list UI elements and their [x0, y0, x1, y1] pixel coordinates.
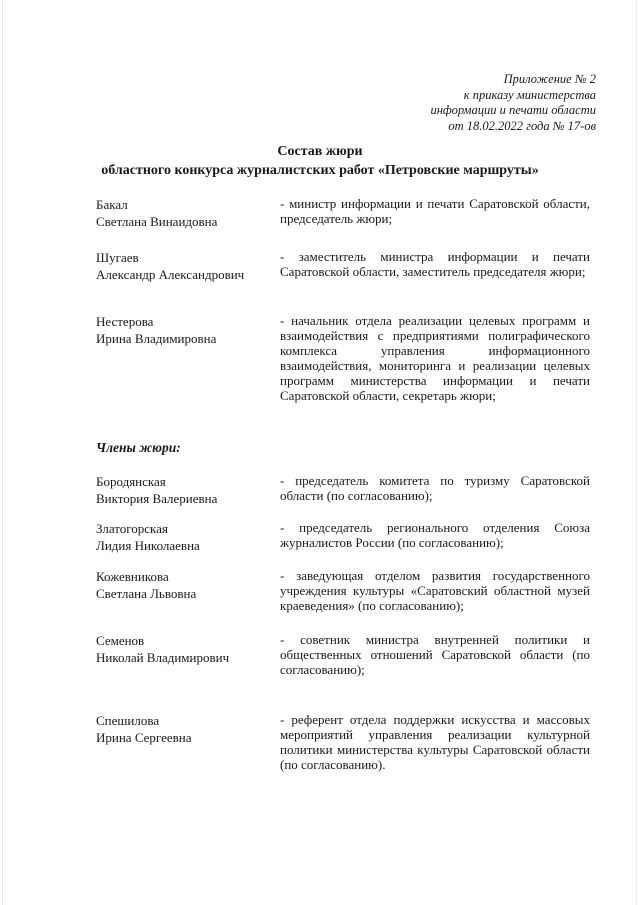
person-name: [96, 520, 271, 554]
person-role: - референт отдела поддержки искусства и массовых мероприятий управления реализации культурной политики министерства культуры Саратовской области (по согласованию).: [280, 712, 590, 772]
person-surname: Кожевникова: [96, 569, 169, 584]
person-surname: Нестерова: [96, 314, 154, 329]
person-name: [96, 568, 271, 602]
scan-edge-left: [2, 0, 3, 905]
document-title: Состав жюри: [277, 144, 363, 159]
person-surname: Бородянская: [96, 474, 166, 489]
person-surname: Шугаев: [96, 250, 139, 265]
person-surname: Семенов: [96, 633, 145, 648]
person-given-name: Светлана Винаидовна: [96, 214, 218, 229]
person-surname: Бакал: [96, 197, 128, 212]
appendix-header: [336, 72, 596, 134]
person-given-name: Николай Владимирович: [96, 650, 230, 665]
person-name: [96, 473, 271, 507]
person-name: [96, 196, 271, 230]
person-given-name: Светлана Львовна: [96, 586, 197, 601]
appendix-line-4: от 18.02.2022 года № 17-ов: [448, 118, 596, 133]
person-role: - начальник отдела реализации целевых программ и взаимодействия с предприятиями полиграфического комплекса управления информационного взаимодействия, мониторинга и реализации целевых программ министерства информации и печати Саратовской области, секретарь жюри;: [280, 313, 590, 403]
person-given-name: Ирина Сергеевна: [96, 730, 192, 745]
person-surname: Спешилова: [96, 713, 160, 728]
person-given-name: Лидия Николаевна: [96, 538, 200, 553]
person-given-name: Александр Александрович: [96, 267, 245, 282]
person-name: [96, 249, 271, 283]
person-role: - заведующая отделом развития государственного учреждения культуры «Саратовский областной музей краеведения» (по согласованию);: [280, 568, 590, 613]
person-given-name: Ирина Владимировна: [96, 331, 217, 346]
person-role: - советник министра внутренней политики и общественных отношений Саратовской области (по согласованию);: [280, 632, 590, 677]
person-surname: Златогорская: [96, 521, 168, 536]
person-name: [96, 632, 271, 666]
person-name: [96, 313, 271, 347]
person-role: - председатель комитета по туризму Саратовской области (по согласованию);: [280, 473, 590, 503]
person-name: [96, 712, 271, 746]
scan-edge-right: [636, 0, 637, 905]
person-role: - заместитель министра информации и печати Саратовской области, заместитель председателя жюри;: [280, 249, 590, 279]
appendix-line-3: информации и печати области: [430, 103, 596, 117]
appendix-line-1: Приложение № 2: [503, 72, 596, 86]
person-role: - министр информации и печати Саратовской области, председатель жюри;: [280, 196, 590, 226]
appendix-line-2: к приказу министерства: [463, 87, 596, 102]
document-subtitle: областного конкурса журналистских работ «Петровские маршруты»: [101, 163, 539, 178]
person-role: - председатель регионального отделения Союза журналистов России (по согласованию);: [280, 520, 590, 550]
members-heading: Члены жюри:: [96, 440, 181, 455]
person-given-name: Виктория Валериевна: [96, 491, 218, 506]
